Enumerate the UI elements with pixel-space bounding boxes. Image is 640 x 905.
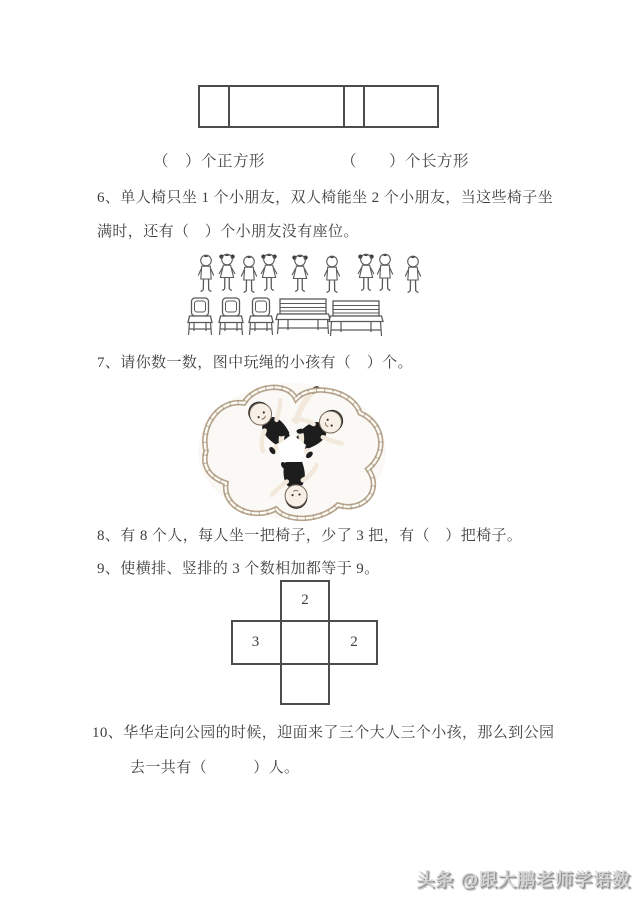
question-9-line-1: 9、使横排、竖排的 3 个数相加都等于 9。 <box>97 561 380 577</box>
child-girl-single <box>292 255 308 291</box>
watermark-text: 头条 @跟大鹏老师学语数 <box>416 870 631 890</box>
divided-rectangle-figure <box>198 85 439 128</box>
single-chair-1 <box>188 298 212 335</box>
question-10-line-2: 去一共有（ ）人。 <box>130 760 300 776</box>
child-boy-last <box>405 256 421 292</box>
children-pair <box>358 254 393 290</box>
question-8-line-1: 8、有 8 个人，每人坐一把椅子，少了 3 把，有（ ）把椅子。 <box>97 528 523 544</box>
question-6-line-1: 6、单人椅只坐 1 个小朋友，双人椅能坐 2 个小朋友，当这些椅子坐 <box>97 190 554 206</box>
chairs-row-illustration <box>184 294 398 342</box>
cross-cell-center <box>280 620 330 665</box>
square-count-caption: （ ）个正方形 <box>153 153 266 170</box>
question-10-line-1: 10、华华走向公园的时候，迎面来了三个大人三个小孩，那么到公园 <box>92 725 555 741</box>
cross-number-puzzle <box>231 580 378 705</box>
cross-cell-top: 2 <box>301 591 309 608</box>
child-boy-single <box>324 256 340 292</box>
rectangle-divider-3 <box>363 87 365 126</box>
question-7-line-1: 7、请你数一数，图中玩绳的小孩有（ ）个。 <box>97 355 413 371</box>
children-row-illustration <box>192 248 430 298</box>
single-chair-3 <box>249 298 273 335</box>
double-bench-1 <box>276 299 330 334</box>
rectangle-count-caption: （ ）个长方形 <box>341 153 470 170</box>
children-group-of-four <box>198 254 277 292</box>
question-6-line-2: 满时，还有（ ）个小朋友没有座位。 <box>97 224 359 240</box>
rectangle-divider-1 <box>228 87 230 126</box>
rope-play-illustration <box>192 379 392 524</box>
rectangle-divider-2 <box>343 87 345 126</box>
cross-cell-left: 3 <box>251 634 260 650</box>
cross-cell-right: 2 <box>350 634 358 650</box>
double-bench-2 <box>329 301 383 336</box>
single-chair-2 <box>219 298 243 335</box>
cross-cell-bottom <box>280 665 330 705</box>
